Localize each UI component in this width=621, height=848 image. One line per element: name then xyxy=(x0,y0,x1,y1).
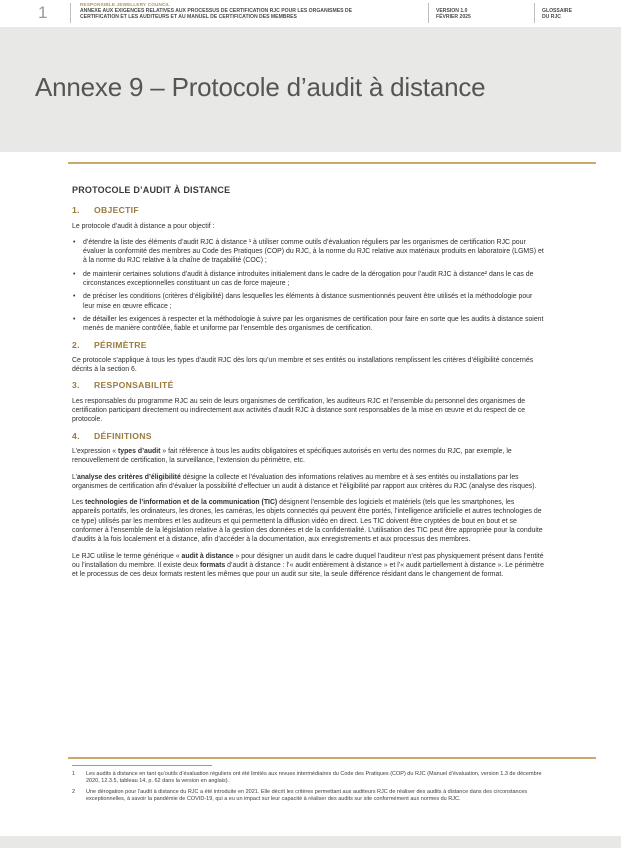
section-title: DÉFINITIONS xyxy=(94,430,152,441)
footnote xyxy=(72,789,550,804)
header-version xyxy=(436,8,471,20)
header-document-title: ANNEXE AUX EXIGENCES RELATIVES AUX PROCESSUS DE CERTIFICATION RJC POUR LES ORGANISMES DE CERTIFICATION ET LES AUDITEURS ET AU MANUEL DE CERTIFICATION DES MEMBRES xyxy=(80,8,352,21)
version-number: VERSION 1.0 xyxy=(436,8,468,14)
header-glossary-link[interactable] xyxy=(542,8,572,20)
footnote-separator xyxy=(72,765,212,766)
text-span: d’audit à distance : l’« audit entièrement à distance » et l’« audit partiellement à distance ». Le périmètre et le processus de ces deux formats restent les mêmes que pour un audit sur site, la seule différence résidant dans le changement de format. xyxy=(72,561,544,579)
list-item: • d’étendre la liste des éléments d’audit RJC à distance ¹ à utiliser comme outils d’évaluation réguliers par les organismes de certification RJC pour évaluer la conformité des membres au Code des Pratiques (COP) du RJC, à la norme du RJC relative aux matériaux produits en laboratoire (LGMS) et à la norme du RJC relative à la chaîne de traçabilité (COC) ; xyxy=(72,238,544,266)
perimetre-text: Ce protocole s’applique à tous les types d’audit RJC dès lors qu’un membre et ses entités ou installations remplissent les critères d’éligibilité concernés décrits à la section 6. xyxy=(72,356,534,374)
glossary-label-sub: DU RJC xyxy=(542,14,561,21)
term-bold: audit à distance xyxy=(181,552,234,560)
document-body xyxy=(72,186,544,587)
footnote-number: 1 xyxy=(72,771,76,777)
definition-tic xyxy=(72,498,544,544)
section-heading-definitions xyxy=(72,432,544,441)
section-heading-perimetre xyxy=(72,341,544,350)
gold-rule-top xyxy=(68,162,596,164)
footnotes xyxy=(72,771,550,806)
definition-eligibilite xyxy=(72,473,544,492)
page-footer-band xyxy=(0,836,621,848)
page-number: 1 xyxy=(38,3,48,22)
term-bold: types d’audit xyxy=(117,447,161,455)
term-bold: technologies de l’information et de la communication (TIC) xyxy=(85,499,278,507)
section-heading-responsabilite xyxy=(72,381,544,390)
header-divider xyxy=(534,3,535,23)
text-span: Les xyxy=(72,499,86,507)
list-item: • de maintenir certaines solutions d’audit à distance introduites initialement dans le cadre de la dérogation pour l’audit RJC à distance² dans le cas de circonstances exceptionnelles constituant un cas de force majeure ; xyxy=(72,270,544,289)
gold-rule-bottom xyxy=(68,757,596,759)
definition-types-audit xyxy=(72,447,544,466)
text-span: désignent l’ensemble des logiciels et matériels (tels que les smartphones, les appareils portatifs, les ordinateurs, les drones, les caméras, les objets connectés qui peuvent être portés, l’intelligence artificielle et autres technologies de ce type) utilisés par les membres et les auditeurs et qui permettent la diffusion vidéo en direct. Les TIC doivent être cryptées de bout en bout et se conformer à l’ensemble de la législation relative à la gestion des données et de la confidentialité. L’utilisation des TIC peut être appropriée pour la conduite d’audits à la fois localement et à distance, afin d’accéder à la documentation, aux enregistrements et aux processus des membres. xyxy=(72,499,543,544)
text-span: L’ xyxy=(72,473,77,481)
text-span: » fait référence à tous les audits obligatoires et spécifiques autorisés en vertu des normes du RJC, par exemple, le renouvellement de certification, la surveillance, l’extension du périmètre, etc. xyxy=(72,447,512,465)
title-banner xyxy=(0,27,621,152)
section-number: 2. xyxy=(72,339,80,350)
section-heading-objectif xyxy=(72,206,544,215)
section-number: 1. xyxy=(72,205,80,216)
list-item: • de préciser les conditions (critères d’éligibilité) dans lesquelles les éléments à distance susmentionnés peuvent être utilisés et la méthodologie pour leur mise en œuvre efficace ; xyxy=(72,292,544,311)
objectif-list xyxy=(72,238,544,334)
section-number: 3. xyxy=(72,380,80,391)
text-span: L’expression « xyxy=(72,447,118,455)
definition-audit-distance xyxy=(72,552,544,580)
text-span: Le RJC utilise le terme générique « xyxy=(72,552,182,560)
footnote xyxy=(72,771,550,786)
footnote-text: Les audits à distance en tant qu’outils d’évaluation réguliers ont été limités aux revues intermédiaires du Code des Pratiques (COP) du RJC (Manuel d’évaluation, version 1.3 de décembre 2020, 12.3.5, tableau 14, p. 62 dans la version en anglais). xyxy=(86,771,542,785)
version-date: FÉVRIER 2025 xyxy=(436,14,471,21)
responsabilite-text: Les responsables du programme RJC au sein de leurs organismes de certification, les auditeurs RJC et l’ensemble du personnel des organismes de certification participant directement ou indirectement aux activités d’audit RJC à distance sont responsables de la mise en œuvre et du respect de ce protocole. xyxy=(72,397,526,424)
section-title: OBJECTIF xyxy=(94,205,139,216)
page-header xyxy=(0,0,621,27)
glossary-label: GLOSSAIRE xyxy=(542,8,573,14)
text-span: » pour désigner un audit dans le cadre duquel l’auditeur n’est pas physiquement présent dans l’entité ou l’installation du membre. Il existe deux xyxy=(72,552,544,569)
protocol-title: PROTOCOLE D’AUDIT À DISTANCE xyxy=(72,185,231,195)
text-span: désigne la collecte et l’évaluation des informations relatives au membre et à ses entités ou installations par les organismes de certification afin d’évaluer la possibilité d’effectuer un audit à distance et l’éligibilité par rapport aux critères du RJC (analyse des risques). xyxy=(72,473,537,490)
footnote-number: 2 xyxy=(72,788,76,795)
term-bold: formats xyxy=(199,561,226,569)
term-bold: analyse des critères d’éligibilité xyxy=(76,473,181,481)
annex-title: Annexe 9 – Protocole d’audit à distance xyxy=(35,72,486,102)
list-item: • de détailler les exigences à respecter et la méthodologie à suivre par les organismes de certification pour faire en sorte que les audits à distance soient menés de manière contrôlée, fiable et uniforme par l’ensemble des organismes de certification. xyxy=(72,315,544,334)
section-number: 4. xyxy=(72,430,80,441)
header-divider xyxy=(428,3,429,23)
section-title: RESPONSABILITÉ xyxy=(94,380,174,391)
objectif-intro: Le protocole d’audit à distance a pour objectif : xyxy=(72,222,215,230)
header-organization: RESPONSIBLE JEWELLERY COUNCIL xyxy=(80,2,171,7)
footnote-text: Une dérogation pour l’audit à distance du RJC a été introduite en 2021. Elle décrit les critères permettant aux auditeurs RJC de réaliser des audits à distance dans des circonstances exceptionnelles, à savoir la pandémie de COVID-19, qui a eu un impact sur leur capacité à réaliser des audits sur site conformément aux normes du RJC. xyxy=(86,788,528,802)
section-title: PÉRIMÈTRE xyxy=(94,339,147,350)
header-divider xyxy=(70,3,71,23)
